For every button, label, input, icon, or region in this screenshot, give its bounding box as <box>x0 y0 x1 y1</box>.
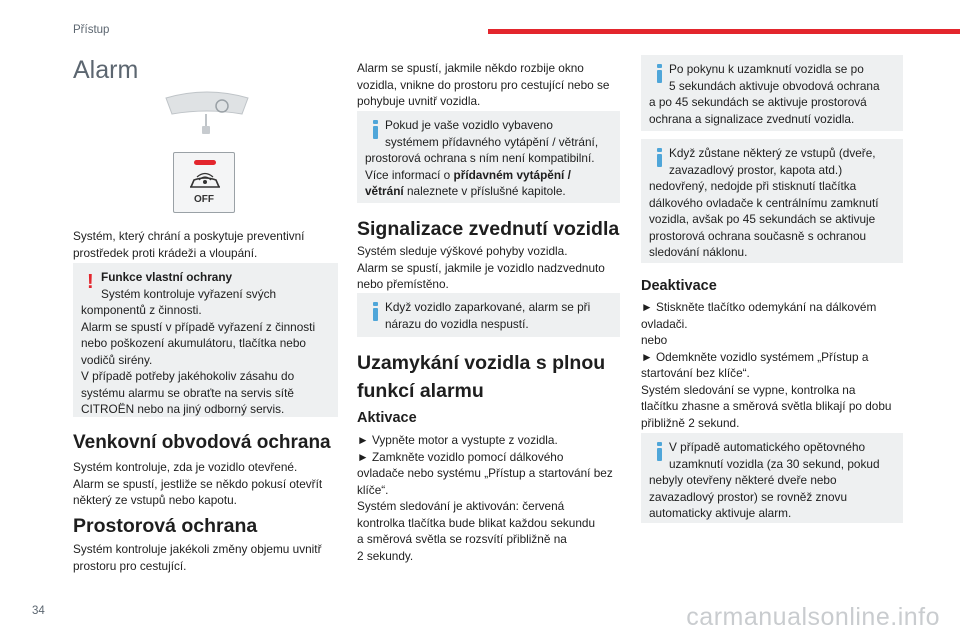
alarm-led-indicator <box>194 160 216 165</box>
info1-bold: přídavném vytápění / větrání <box>365 167 571 198</box>
info1-second: systémem přídavného vytápění / větrání, <box>385 134 599 149</box>
header-section-label: Přístup <box>73 24 110 36</box>
info-box-auto-relock <box>641 433 903 523</box>
text-activate: ► Vypněte motor a vystupte z vozidla. ► Zamkněte vozidlo pomocí dálkového ovladače nebo systému „Přístup a startování bez klíče“. Systém sledování je aktivován: červená kontrolka tlačítka bude blikat každou sekundu a směrová světla se rozsvítí přibližně na 2 sekundy. <box>357 433 613 563</box>
warning-text-first: Systém kontroluje vyřazení svých <box>101 286 277 301</box>
text-interior: Systém kontroluje jakékoli změny objemu uvnitř prostoru pro cestující. <box>73 542 322 573</box>
heading-interior: Prostorová ochrana <box>73 515 258 537</box>
heading-deactivate: Deaktivace <box>641 278 717 294</box>
info4-rest: nedovřený, nedojde při stisknutí tlačítka dálkového ovladače k centrálnímu zamknutí vozidla, avšak po 45 sekundách se aktivuje prostorová ochrana současně s ochranou sledování náklonu. <box>649 179 879 259</box>
info2-second: nárazu do vozidla nespustí. <box>385 316 529 331</box>
page-number: 34 <box>32 605 45 617</box>
text-deactivate: ► Stiskněte tlačítko odemykání na dálkovém ovladači. nebo ► Odemkněte vozidlo systémem „Přístup a startování bez klíče“. Systém sledování se vypne, kontrolka na tlačítku zhasne a směrová světla blikají po dobu přibližně 2 sekund. <box>641 300 892 430</box>
col2-intro: Alarm se spustí, jakmile někdo rozbije okno vozidla, vnikne do prostoru pro cestující nebo se pohybuje uvnitř vozidla. <box>357 61 610 108</box>
info-icon <box>653 442 667 460</box>
warning-icon: ! <box>87 271 94 293</box>
text-exterior: Systém kontroluje, zda je vozidlo otevřené. Alarm se spustí, jestliže se někdo pokusí otevřít některý ze vstupů nebo kapotu. <box>73 460 323 507</box>
dashboard-ceiling-illustration <box>164 88 250 140</box>
info5-second: uzamknutí vozidla (za 30 sekund, pokud <box>669 456 880 471</box>
alarm-car-icon <box>187 171 223 193</box>
warning-box <box>73 263 338 417</box>
info-icon <box>653 64 667 82</box>
info-box-lock-timing <box>641 55 903 131</box>
header-red-bar <box>488 29 960 34</box>
info-box-heating <box>357 111 620 203</box>
page-title: Alarm <box>73 56 139 84</box>
info4-first: Když zůstane některý ze vstupů (dveře, <box>669 146 876 160</box>
watermark[interactable]: carmanualsonline.info <box>686 603 940 631</box>
info-box-open-entry <box>641 139 903 263</box>
info1-rest-a: prostorová ochrana s ním není kompatibilní. Více informací o <box>365 151 595 182</box>
alarm-button-illustration <box>173 152 235 213</box>
info5-rest: nebyly otevřeny některé dveře nebo zavazadlový prostor) se rovněž znovu automaticky aktivuje alarm. <box>649 473 848 520</box>
info4-second: zavazadlový prostor, kapota atd.) <box>669 162 843 177</box>
info-icon <box>653 148 667 166</box>
info3-first: Po pokynu k uzamknutí vozidla se po <box>669 62 864 76</box>
warning-heading: Funkce vlastní ochrany <box>101 270 233 284</box>
heading-full-alarm-lock: Uzamykání vozidla s plnou funkcí alarmu <box>357 352 606 402</box>
heading-lift-signal: Signalizace zvednutí vozidla <box>357 218 620 240</box>
heading-exterior: Venkovní obvodová ochrana <box>73 432 331 453</box>
info2-first: Když vozidlo zaparkované, alarm se při <box>385 300 591 314</box>
alarm-button-label: OFF <box>194 194 214 205</box>
text-lift-signal: Systém sleduje výškové pohyby vozidla. Alarm se spustí, jakmile je vozidlo nadzvednuto nebo přemístěno. <box>357 244 605 291</box>
heading-activate: Aktivace <box>357 410 417 426</box>
alarm-intro: Systém, který chrání a poskytuje preventivní prostředek proti krádeži a vloupání. <box>73 229 305 260</box>
warning-text-rest: komponentů z činnosti. Alarm se spustí v případě vyřazení z činnosti nebo poškození akumulátoru, tlačítka nebo vodičů sirény. V případě potřeby jakéhokoliv zásahu do systému alarmu se obraťte na servis sítě CITROËN nebo na jiný odborný servis. <box>81 303 316 416</box>
info-icon <box>369 120 383 138</box>
info-box-parked <box>357 293 620 337</box>
info1-first: Pokud je vaše vozidlo vybaveno <box>385 118 553 132</box>
info3-rest: a po 45 sekundách se aktivuje prostorová ochrana a signalizace zvednutí vozidla. <box>649 95 867 126</box>
info-icon <box>369 302 383 320</box>
info5-first: V případě automatického opětovného <box>669 440 866 454</box>
info1-rest-b: naleznete v příslušné kapitole. <box>403 184 566 198</box>
info3-second: 5 sekundách aktivuje obvodová ochrana <box>669 78 880 93</box>
